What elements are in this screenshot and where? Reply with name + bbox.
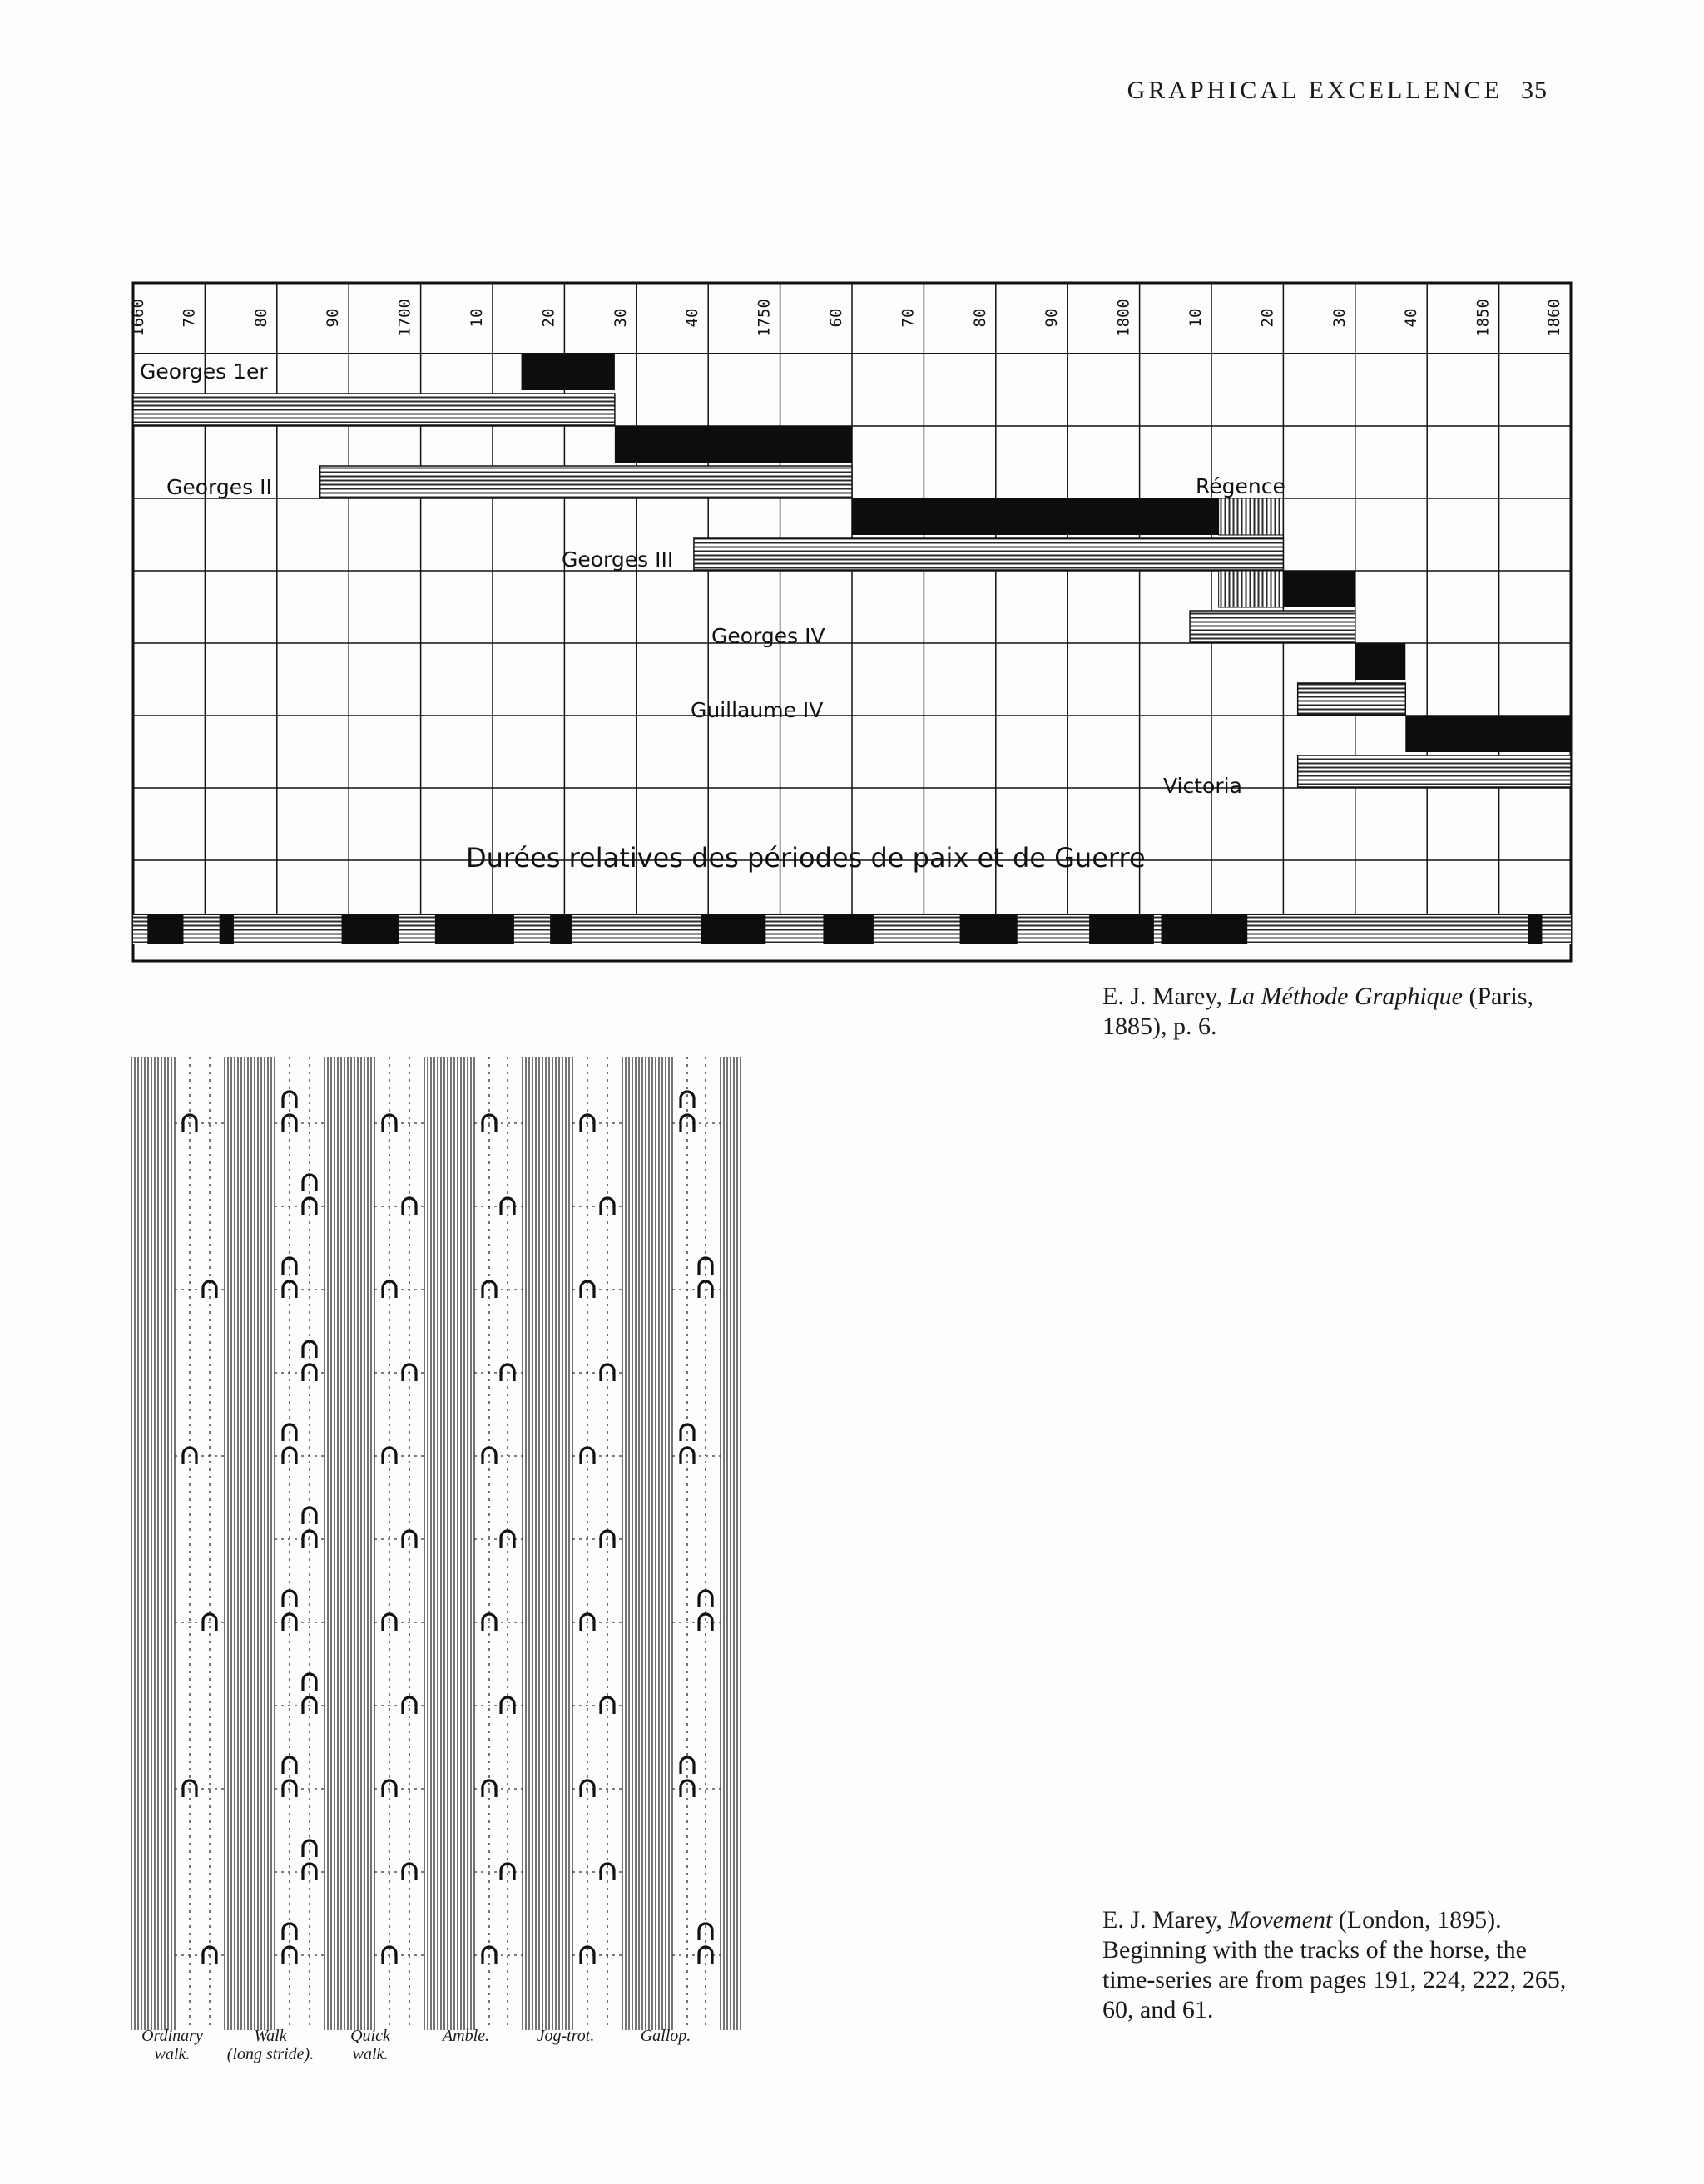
- regency-bar: [1219, 571, 1284, 607]
- war-period: [1089, 915, 1154, 944]
- caption-marey-methode: E. J. Marey, La Méthode Graphique (Paris, 1885), p. 6.: [1102, 983, 1533, 1040]
- lifespan-bar: [694, 538, 1283, 570]
- peace-war-strip: [133, 915, 1571, 944]
- reign-bar: [1405, 716, 1571, 752]
- gait-labels: [125, 2027, 757, 2093]
- war-period: [147, 915, 183, 944]
- reign-label: Georges II: [166, 475, 272, 499]
- caption-work-title: La Méthode Graphique: [1228, 983, 1463, 1010]
- x-tick-label: 70: [180, 308, 199, 328]
- reign-bar: [522, 354, 615, 390]
- x-tick-label: 30: [1330, 308, 1349, 328]
- gait-label-quick-walk: Quick walk.: [350, 2027, 390, 2063]
- caption-marey-movement: E. J. Marey, Movement (London, 1895). Beginning with the tracks of the horse, the time-series are from pages 191, 224, 222, 265, 60, and 61.: [1102, 1906, 1567, 2023]
- lifespan-bar: [1298, 683, 1406, 715]
- reign-label: Georges IV: [711, 624, 825, 648]
- x-tick-label: 20: [539, 308, 558, 328]
- x-tick-label: 80: [251, 308, 270, 328]
- gait-label-gallop: Gallop.: [640, 2027, 691, 2045]
- reign-bar: [1283, 571, 1355, 607]
- war-period: [823, 915, 873, 944]
- x-tick-label: 40: [683, 308, 702, 328]
- x-tick-label: 1860: [1545, 299, 1563, 337]
- x-tick-label: 30: [611, 308, 630, 328]
- x-tick-label: 1800: [1114, 299, 1133, 337]
- war-period: [220, 915, 234, 944]
- timeline-tick-labels: [129, 299, 1563, 337]
- gait-label-amble: Amble.: [442, 2027, 490, 2045]
- reign-label: Victoria: [1163, 774, 1242, 798]
- x-tick-label: 10: [1186, 308, 1205, 328]
- x-tick-label: 10: [468, 308, 486, 328]
- reign-label: Guillaume IV: [691, 698, 824, 722]
- x-tick-label: 1700: [395, 299, 414, 337]
- caption-work-title: Movement: [1228, 1906, 1333, 1934]
- lifespan-bar: [320, 466, 852, 498]
- x-tick-label: 1660: [129, 299, 147, 337]
- war-period: [960, 915, 1018, 944]
- hoofprint-icon: [681, 1757, 694, 1774]
- lifespan-bar: [133, 394, 615, 425]
- x-tick-label: 90: [324, 308, 343, 328]
- x-tick-label: 1750: [755, 299, 774, 337]
- page-number: 35: [1521, 77, 1548, 104]
- war-period: [342, 915, 399, 944]
- x-tick-label: 70: [899, 308, 918, 328]
- x-tick-label: 1850: [1474, 299, 1493, 337]
- x-tick-label: 60: [827, 308, 845, 328]
- war-period: [1528, 915, 1542, 944]
- gait-label-walk-long-stride: Walk (long stride).: [226, 2027, 315, 2063]
- x-tick-label: 20: [1258, 308, 1277, 328]
- reign-label: Georges 1er: [140, 359, 268, 384]
- gait-label-ordinary-walk: Ordinary walk.: [141, 2027, 203, 2063]
- x-tick-label: 80: [970, 308, 989, 328]
- war-period: [1162, 915, 1248, 944]
- regence-annotation: Régence: [1196, 474, 1285, 498]
- lifespan-bar: [1190, 611, 1355, 642]
- war-period: [701, 915, 766, 944]
- x-tick-label: 40: [1402, 308, 1421, 328]
- gait-label-jog-trot: Jog-trot.: [537, 2027, 595, 2045]
- running-head-title: GRAPHICAL EXCELLENCE: [1127, 77, 1503, 104]
- reign-bar: [615, 426, 852, 463]
- war-period: [550, 915, 572, 944]
- reign-timeline-chart: [0, 0, 1704, 982]
- reign-bar: [1355, 643, 1405, 680]
- war-period: [435, 915, 514, 944]
- lifespan-bar: [1298, 755, 1571, 787]
- hoofprint-icon: [283, 1757, 296, 1774]
- x-tick-label: 90: [1043, 308, 1062, 328]
- regency-bar: [1219, 498, 1284, 535]
- timeline-banner: Durées relatives des périodes de paix et de Guerre: [466, 842, 1146, 874]
- reign-label: Georges III: [562, 547, 674, 572]
- horse-gait-tracks-figure: [125, 1057, 757, 2072]
